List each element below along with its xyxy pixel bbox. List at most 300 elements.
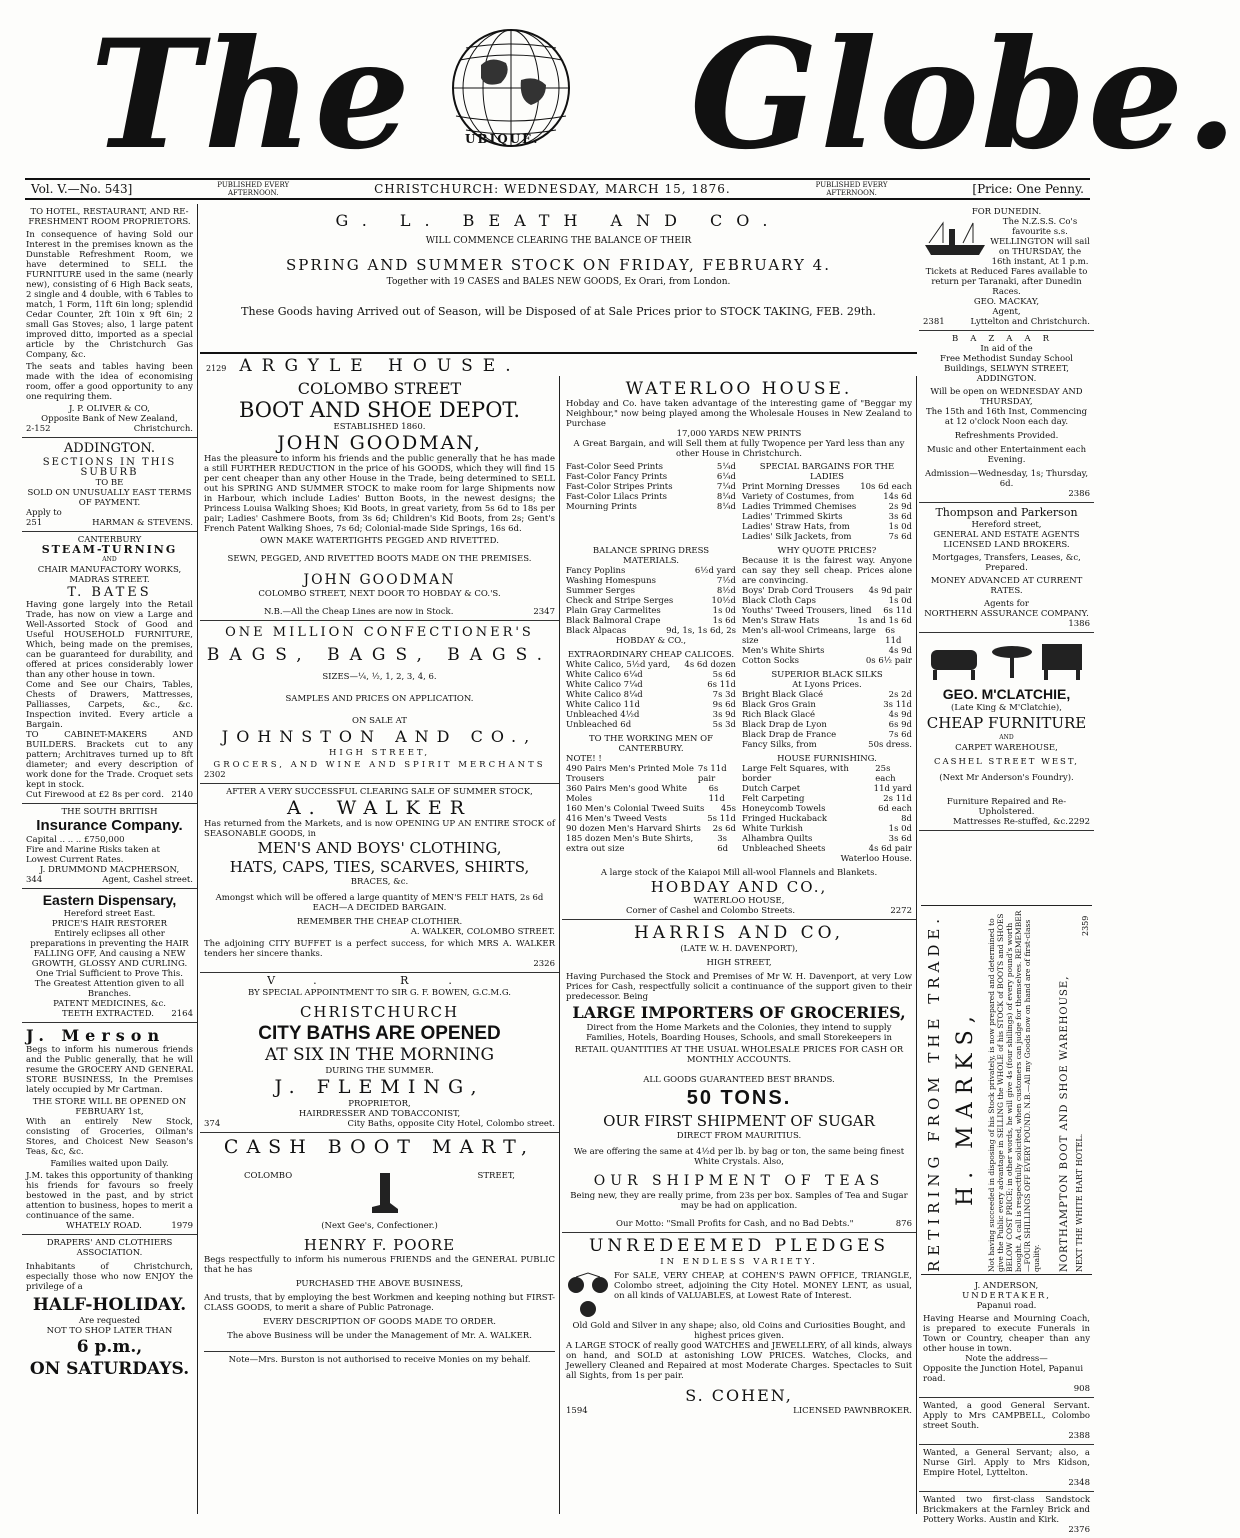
- globe-icon: [436, 20, 586, 170]
- item-name: Variety of Costumes, from: [742, 492, 855, 502]
- dunedin-body: The N.Z.S.S. Co's favourite s.s. WELLINGTON will sail on THURSDAY, the 16th instant, At 1 p.m.: [990, 217, 1090, 267]
- bazaar-open: Will be open on WEDNESDAY AND THURSDAY,: [930, 387, 1083, 407]
- mclatchie-street: CASHEL STREET WEST,: [934, 757, 1079, 767]
- mclatchie-number: 2292: [1068, 817, 1090, 827]
- anderson-number: 908: [1073, 1384, 1090, 1394]
- anderson-note: Note the address—: [965, 1354, 1048, 1364]
- item-price: 6s 11d: [883, 606, 912, 616]
- dunedin-advert: [919, 204, 1094, 331]
- merson-families: Families waited upon Daily.: [50, 1159, 169, 1169]
- bazaar-music: Music and other Entertainment each Evening.: [926, 445, 1087, 465]
- wanted-advert-3: [919, 1492, 1094, 1538]
- item-name: Youths' Tweed Trousers, lined: [742, 606, 872, 616]
- insurance-agent: Agent, Cashel street.: [102, 875, 193, 885]
- price-line-item: [566, 804, 736, 814]
- insurance-number: 344: [26, 875, 43, 885]
- hobday-address-2: Corner of Cashel and Colombo Streets.: [626, 906, 796, 916]
- item-price: 7s 6d: [888, 532, 912, 542]
- item-name: Cotton Socks: [742, 656, 799, 666]
- silk-sub: At Lyons Prices.: [792, 680, 862, 690]
- item-price: 1s 0d: [712, 606, 736, 616]
- item-price: 1s 0d: [888, 522, 912, 532]
- item-price: 4s 9d: [888, 710, 912, 720]
- special-heading: SPECIAL BARGAINS FOR THE LADIES: [759, 462, 895, 482]
- bazaar-dates: The 15th and 16th Inst, Commencing at 12 o'clock Noon each day.: [925, 407, 1088, 427]
- price-line-item: [566, 660, 736, 670]
- insurance-body: Fire and Marine Risks taken at Lowest Current Rates.: [26, 845, 160, 865]
- dunedin-agent-2: Agent,: [992, 307, 1021, 317]
- item-price: 2s 11d: [883, 794, 912, 804]
- cash-body: Begs respectfully to inform his numerous FRIENDS and the GENERAL PUBLIC that he has: [204, 1255, 555, 1275]
- item-price: 6s 11d: [708, 784, 725, 804]
- baths-address: City Baths, opposite City Hotel, Colombo street.: [347, 1119, 555, 1129]
- wanted-2-number: 2348: [1068, 1478, 1090, 1488]
- baths-trade: HAIRDRESSER AND TOBACCONIST,: [298, 1109, 461, 1119]
- thompson-line1: GENERAL AND ESTATE AGENTS LICENSED LAND BROKERS.: [933, 530, 1080, 550]
- column-1: [22, 204, 198, 1514]
- johnston-samples: SAMPLES AND PRICES ON APPLICATION.: [285, 694, 474, 704]
- item-name: 185 dozen Men's Bute Shirts, extra out size: [566, 834, 694, 854]
- harris-tea-body: Being new, they are really prime, from 23s per box. Samples of Tea and Sugar may be had on application.: [570, 1191, 908, 1211]
- volume-number: Vol. V.—No. 543]: [31, 182, 133, 196]
- price-line-item: [742, 794, 912, 804]
- item-price: 3s 6d: [888, 834, 912, 844]
- mclatchie-late: (Late King & M'Clatchie),: [951, 703, 1062, 713]
- item-price: 6½d yard: [694, 566, 736, 576]
- item-name: Mourning Prints: [566, 502, 637, 512]
- anderson-body: Having Hearse and Mourning Coach, is prepared to execute Funerals in Town or Country, cheaper than any other house in town.: [923, 1314, 1090, 1354]
- walker-hats: HATS, CAPS, TIES, SCARVES, SHIRTS,: [229, 858, 530, 876]
- anderson-name: J. ANDERSON,: [974, 1281, 1039, 1291]
- marks-number: 2359: [1081, 915, 1090, 936]
- publication-note-right: PUBLISHED EVERY AFTERNOON.: [815, 181, 888, 197]
- harris-sugar: OUR FIRST SHIPMENT OF SUGAR: [603, 1112, 875, 1130]
- goodman-line1: OWN MAKE WATERTIGHTS PEGGED AND RIVETTED.: [260, 536, 499, 546]
- marks-northampton: NORTHAMPTON BOOT AND SHOE WAREHOUSE,: [1059, 975, 1070, 1272]
- dispensary-attention: The Greatest Attention given to all Branches.: [34, 979, 185, 999]
- item-name: 490 Pairs Men's Printed Mole Trousers: [566, 764, 694, 784]
- mclatchie-mattress: Mattresses Re-stuffed, &c.: [953, 817, 1069, 827]
- item-name: Alhambra Quilts: [742, 834, 813, 844]
- baths-head-4: DURING THE SUMMER.: [325, 1066, 434, 1076]
- turning-body: Having gone largely into the Retail Trade, has now on view a Large and Well-Assorted Stock of Good and Useful HOUSEHOLD FURNITURE, Which, being made on the premises, can be guaranteed for durability, and offered at prices considerably lower than any other house in town.: [26, 600, 193, 680]
- price-line-item: [742, 656, 912, 666]
- price-line-item: [566, 576, 736, 586]
- dispensary-teeth: TEETH EXTRACTED.: [62, 1009, 154, 1019]
- waterloo-house-advert: [562, 376, 916, 920]
- drapers-time: 6 p.m.,: [76, 1337, 143, 1357]
- goodman-address: COLOMBO STREET, NEXT DOOR TO HOBDAY & CO.'S.: [258, 589, 501, 599]
- waterloo-bargain: A Great Bargain, and will Sell them at fully Twopence per Yard less than any other House in Christchurch.: [573, 439, 905, 459]
- johnston-advert: [200, 621, 559, 784]
- thompson-line3: MONEY ADVANCED AT CURRENT RATES.: [930, 576, 1083, 596]
- dispensary-trial: One Trial Sufficient to Prove This.: [36, 969, 183, 979]
- waterloo-body: Hobday and Co. have taken advantage of the interesting game of "Beggar my Neighbour," now being played among the Wholesale Houses in New Zealand to Purchase: [566, 399, 912, 429]
- item-name: Ladies Trimmed Chemises: [742, 502, 857, 512]
- price-line-item: [742, 626, 912, 646]
- harris-street: HIGH STREET,: [706, 958, 772, 968]
- cash-body-2: And trusts, that by employing the best Workmen and keeping nothing but FIRST-CLASS GOODS, to merit a share of Public Patronage.: [204, 1293, 555, 1313]
- cohen-licensed: LICENSED PAWNBROKER.: [793, 1406, 912, 1416]
- column-2: [200, 376, 560, 1514]
- pledges-body: For SALE, VERY CHEAP, at COHEN'S PAWN OFFICE, TRIANGLE, Colombo street, adjoining the City Hotel. MONEY LENT, as usual, on all kinds of VALUABLES, at Lowest Rate of Interest.: [614, 1271, 912, 1301]
- anderson-road: Papanui road.: [976, 1301, 1037, 1311]
- item-name: Washing Homespuns: [566, 576, 656, 586]
- price-line-item: [742, 502, 912, 512]
- item-name: 360 Pairs Men's good White Moles: [566, 784, 687, 804]
- item-price: 5s 6d: [712, 670, 736, 680]
- cash-street: STREET,: [477, 1171, 515, 1181]
- work-heading: TO THE WORKING MEN OF CANTERBURY.: [589, 734, 713, 754]
- harris-teas: OUR SHIPMENT OF TEAS: [593, 1173, 885, 1189]
- anderson-trade: UNDERTAKER,: [962, 1291, 1051, 1301]
- item-name: White Calico 7¼d: [566, 680, 643, 690]
- price-line-item: [742, 586, 912, 596]
- goodman-advert: [200, 376, 559, 621]
- item-price: 4s 9d: [888, 646, 912, 656]
- item-price: 1s 0d: [888, 824, 912, 834]
- drapers-shop: NOT TO SHOP LATER THAN: [46, 1326, 173, 1336]
- cohen-advert: [562, 1233, 916, 1419]
- dispensary-head-2: Hereford street East.: [63, 909, 156, 919]
- anderson-advert: [919, 1278, 1094, 1398]
- baths-name: J. FLEMING,: [274, 1076, 485, 1098]
- item-price: 6¼d: [716, 472, 736, 482]
- addington-line1: SECTIONS IN THIS SUBURB: [42, 457, 177, 478]
- marks-next-white-hart: NEXT THE WHITE HART HOTEL.: [1075, 1133, 1084, 1272]
- mclatchie-next: (Next Mr Anderson's Foundry).: [939, 773, 1074, 783]
- walker-heading: AFTER A VERY SUCCESSFUL CLEARING SALE OF SUMMER STOCK,: [226, 787, 533, 797]
- insurance-head-1: THE SOUTH BRITISH: [61, 807, 158, 817]
- item-price: 7s 3d: [712, 690, 736, 700]
- item-price: 9s 6d: [712, 700, 736, 710]
- item-price: 10s 6d each: [860, 482, 912, 492]
- item-name: Black Alpacas: [566, 626, 627, 636]
- item-name: Black Drap de France: [742, 730, 837, 740]
- item-price: 7¼d: [716, 482, 736, 492]
- price-line-item: [566, 680, 736, 690]
- baths-head-2: CITY BATHS ARE OPENED: [258, 1023, 501, 1044]
- harris-late: (LATE W. H. DAVENPORT),: [680, 944, 798, 954]
- johnston-trade: GROCERS, AND WINE AND SPIRIT MERCHANTS: [213, 760, 546, 770]
- johnston-number: 2302: [204, 770, 226, 780]
- wanted-1-body: Wanted, a good General Servant. Apply to Mrs CAMPBELL, Colombo street South.: [923, 1401, 1090, 1431]
- walker-buffet: The adjoining CITY BUFFET is a perfect success, for which MRS A. WALKER tenders her sincere thanks.: [204, 939, 555, 959]
- price-line-item: [566, 784, 736, 804]
- price-line-item: [566, 482, 736, 492]
- price-line-item: [566, 462, 736, 472]
- cohen-name: S. COHEN,: [685, 1386, 793, 1405]
- marks-body: Not having succeeded in disposing of his Stock privately, is now prepared and determined to give the Public every advantage in SELLING the WHOLE of his STOCK of BOOTS and SHOES BELOW COST PRICE; in other words, he will give 4s (four shillings) of every pound's worth bought. A call is respectfully solicited, when customers can judge for themselves. REMEMBER—FOUR SHILLINGS OFF EVERY POUND. N.B.—All my Goods now on hand are of first-class quality.: [987, 910, 1041, 1272]
- goodman-note: N.B.—All the Cheap Lines are now in Stock.: [264, 607, 454, 617]
- dunedin-body-2: Tickets at Reduced Fares available to return per Taranaki, after Dunedin Races.: [925, 267, 1088, 297]
- harris-direct: Direct from the Home Markets and the Colonies, they intend to supply Families, Hotels, Boarding Houses, Schools, and small Storekeepers in: [586, 1023, 892, 1043]
- steam-turning-advert: [22, 532, 197, 804]
- price-line-item: [566, 764, 736, 784]
- item-price: 1s and 1s 6d: [857, 616, 912, 626]
- item-price: 3s 6d: [888, 512, 912, 522]
- beath-line2: SPRING AND SUMMER STOCK ON FRIDAY, FEBRUARY 4.: [286, 256, 831, 274]
- item-name: Boys' Drab Cord Trousers: [742, 586, 854, 596]
- price-line-item: [742, 784, 912, 794]
- item-name: Fast-Color Seed Prints: [566, 462, 664, 472]
- price-line-item: [566, 814, 736, 824]
- turning-body-2: Come and See our Chairs, Tables, Chests of Drawers, Mattresses, Palliasses, Carpets, &c., &c. Inspection invited. Every article a Bargain.: [26, 680, 193, 730]
- beath-number: 2129: [206, 364, 227, 373]
- price-line-item: [742, 616, 912, 626]
- item-price: 5¼d: [716, 462, 736, 472]
- column-3: [562, 376, 917, 1514]
- item-name: Check and Stripe Serges: [566, 596, 674, 606]
- price-line-item: [566, 502, 736, 512]
- beath-line3: Together with 19 CASES and BALES NEW GOODS, Ex Orari, from London.: [386, 277, 731, 287]
- item-name: Summer Serges: [566, 586, 635, 596]
- price-line-item: [566, 566, 736, 576]
- dunedin-number: 2381: [923, 317, 945, 327]
- johnston-on-sale: ON SALE AT: [352, 716, 407, 726]
- dispensary-body: Entirely eclipses all other preparations in preventing the HAIR FALLING OFF, And causing a NEW GROWTH, GLOSSY AND CURLING.: [30, 929, 189, 969]
- hobday-address-1: WATERLOO HOUSE,: [693, 896, 785, 906]
- goodman-name: JOHN GOODMAN,: [277, 432, 482, 454]
- item-name: Black Gros Grain: [742, 700, 816, 710]
- item-name: Fast-Color Fancy Prints: [566, 472, 668, 482]
- turning-name: T. BATES: [67, 585, 152, 600]
- item-name: Unbleached 6d: [566, 720, 632, 730]
- merson-number: 1979: [171, 1221, 193, 1231]
- item-name: Ladies' Silk Jackets, from: [742, 532, 852, 542]
- waterloo-heading: WATERLOO HOUSE.: [625, 379, 853, 399]
- harris-body: Having Purchased the Stock and Premises of Mr W. H. Davenport, at very Low Prices for Cash, respectfully solicit a continuance of the support given to their predecessor. Being: [566, 972, 912, 1002]
- item-name: White Calico 11d: [566, 700, 640, 710]
- item-price: 9d, 1s, 1s 6d, 2s: [666, 626, 736, 636]
- insurance-head-2: Insurance Company.: [36, 817, 183, 834]
- goodman-body: Has the pleasure to inform his friends and the public generally that he has made a still FURTHER REDUCTION in the price of his GOODS, which they will find 15 per cent cheaper than any other House in the Trade, being determined to SELL out his SPRING AND SUMMER STOCK to make room for large Shipments now in Harbour, which include Ladies' Button Boots, in the newest designs; the Princess Louisa Walking Shoes; Kid Boots, in great variety, from 5s 6d to 18s per pair; Ladies' Cashmere Boots, from 3s 6d; Children's Kid Boots, from 2s; Gent's French Patent Walking Shoes, 7s 6d; Colonial-made Side Springs, 16s 6d.: [204, 454, 555, 534]
- why-body: Because it is the fairest way. Anyone can say they sell cheap. Prices alone are convincing.: [742, 556, 912, 586]
- item-name: White Calico 8¼d: [566, 690, 643, 700]
- marks-name: H. MARKS,: [953, 1008, 978, 1206]
- walker-remember: REMEMBER THE CHEAP CLOTHIER.: [296, 917, 463, 927]
- turning-head-1: CANTERBURY: [77, 535, 142, 545]
- johnston-street: HIGH STREET,: [328, 748, 431, 758]
- turning-head-4: CHAIR MANUFACTORY WORKS, MADRAS STREET.: [37, 565, 182, 585]
- hobday-number: 2272: [890, 906, 912, 916]
- cash-next: (Next Gee's, Confectioner.): [321, 1221, 438, 1231]
- walker-clothing: MEN'S AND BOYS' CLOTHING,: [257, 839, 502, 857]
- item-price: 8d: [901, 814, 912, 824]
- wanted-2-body: Wanted, a General Servant; also, a Nurse Girl. Apply to Mrs Kidson, Empire Hotel, Lyttelton.: [923, 1448, 1090, 1478]
- goodman-line2: SEWN, PEGGED, AND RIVETTED BOOTS MADE ON THE PREMISES.: [227, 554, 532, 564]
- price-line-item: [742, 740, 912, 750]
- cash-heading: CASH BOOT MART,: [223, 1136, 536, 1158]
- item-price: 4s 9d pair: [868, 586, 912, 596]
- bazaar-aid: In aid of the: [980, 344, 1033, 354]
- item-name: Ladies' Trimmed Skirts: [742, 512, 843, 522]
- item-name: Large Felt Squares, with border: [742, 764, 849, 784]
- merson-heading: J. Merson: [26, 1026, 166, 1045]
- why-heading: WHY QUOTE PRICES?: [777, 546, 877, 556]
- column-4-bottom: [919, 1278, 1094, 1535]
- harris-offer: We are offering the same at 4½d per lb. by bag or ton, the same being finest White Crystals. Also,: [573, 1147, 905, 1167]
- mclatchie-carpet: CARPET WAREHOUSE,: [955, 743, 1058, 753]
- item-name: Unbleached 4½d: [566, 710, 640, 720]
- item-name: Fancy Silks, from: [742, 740, 817, 750]
- walker-amongst: Amongst which will be offered a large quantity of MEN'S FELT HATS, 2s 6d EACH—A DECIDED BARGAIN.: [215, 893, 544, 913]
- dispensary-advert: [22, 889, 197, 1023]
- addington-line3: SOLD ON UNUSUALLY EAST TERMS OF PAYMENT.: [27, 488, 192, 508]
- beath-line1: WILL COMMENCE CLEARING THE BALANCE OF THEIR: [425, 236, 692, 246]
- argyle-house-heading: ARGYLE HOUSE.: [239, 356, 521, 376]
- price-line-item: [566, 596, 736, 606]
- item-price: 10½d: [711, 596, 736, 606]
- hotel-signatory: J. P. OLIVER & CO,: [69, 404, 150, 414]
- item-name: Plain Gray Carmelites: [566, 606, 661, 616]
- goodman-name-2: JOHN GOODMAN: [303, 572, 456, 588]
- pledges-gold: Old Gold and Silver in any shape; also, old Coins and Curiosities Bought, and highest prices given.: [572, 1321, 906, 1341]
- mclatchie-repair: Furniture Repaired and Re-Upholstered.: [946, 797, 1067, 817]
- hotel-body-2: The seats and tables having been made with the idea of economising room, offer a good opportunity to any one requiring them.: [26, 362, 193, 402]
- item-price: 5s 3d: [712, 720, 736, 730]
- price-line-item: [566, 670, 736, 680]
- mclatchie-and: AND: [999, 734, 1014, 741]
- item-name: Bright Black Glacé: [742, 690, 824, 700]
- item-name: Dutch Carpet: [742, 784, 801, 794]
- wanted-1-number: 2388: [1068, 1431, 1090, 1441]
- johnston-heading: ONE MILLION CONFECTIONER'S: [225, 625, 534, 640]
- item-price: 0s 6½ pair: [865, 656, 912, 666]
- price-line-item: [742, 512, 912, 522]
- johnston-sizes: SIZES—¼, ½, 1, 2, 3, 4, 6.: [322, 672, 437, 682]
- goodman-head-1: COLOMBO STREET: [297, 379, 462, 398]
- item-name: 416 Men's Tweed Vests: [566, 814, 667, 824]
- cash-note: Note—Mrs. Burston is not authorised to receive Monies on my behalf.: [204, 1351, 555, 1365]
- item-price: 7s 6d: [888, 730, 912, 740]
- item-price: 2s 2d: [888, 690, 912, 700]
- harris-guaranteed: ALL GOODS GUARANTEED BEST BRANDS.: [643, 1075, 835, 1085]
- item-price: 4s 6d dozen: [684, 660, 736, 670]
- turning-number: 2140: [171, 790, 193, 800]
- item-price: 1s 0d: [888, 596, 912, 606]
- hotel-furniture-advert: [22, 204, 197, 438]
- harris-motto: Our Motto: "Small Profits for Cash, and no Bad Debts.": [616, 1219, 854, 1229]
- cash-every: EVERY DESCRIPTION OF GOODS MADE TO ORDER.: [263, 1317, 496, 1327]
- marks-advert: [921, 905, 1092, 1275]
- turning-firewood: Cut Firewood at £2 8s per cord.: [26, 790, 164, 800]
- walker-number: 2326: [533, 959, 555, 969]
- price-line-item: [566, 606, 736, 616]
- item-price: 25s each: [875, 764, 896, 784]
- mclatchie-heading: GEO. M'CLATCHIE,: [942, 686, 1071, 702]
- addington-advert: [22, 438, 197, 532]
- insurance-capital: Capital .. .. .. £750,000: [26, 835, 125, 845]
- item-name: White Turkish: [742, 824, 803, 834]
- silk-heading: SUPERIOR BLACK SILKS: [771, 670, 883, 680]
- price-line-item: [742, 532, 912, 542]
- royal-arms-icon: [204, 976, 555, 986]
- price-line-item: [566, 472, 736, 482]
- price-line-item: [742, 482, 912, 492]
- special-list: [742, 462, 912, 542]
- bazaar-number: 2386: [1068, 489, 1090, 499]
- item-price: 45s: [720, 804, 736, 814]
- thompson-street: Hereford street,: [971, 520, 1042, 530]
- balance-heading: BALANCE SPRING DRESS MATERIALS.: [592, 546, 710, 566]
- bazaar-body: Free Methodist Sunday School Buildings, SELWYN STREET, ADDINGTON.: [940, 354, 1073, 384]
- item-price: 6s 11d: [707, 680, 736, 690]
- issue-date: CHRISTCHURCH: WEDNESDAY, MARCH 15, 1876.: [374, 182, 731, 196]
- city-baths-advert: [200, 973, 559, 1133]
- baths-proprietor: PROPRIETOR,: [348, 1099, 411, 1109]
- item-name: Men's White Shirts: [742, 646, 825, 656]
- goodman-established: ESTABLISHED 1860.: [333, 422, 426, 432]
- item-price: 6s 9d: [888, 720, 912, 730]
- hotel-body: In consequence of having Sold our Interest in the premises known as the Dunstable Refreshment Room, we have determined to SELL the FURNITURE used in the same (nearly new), consisting of 6 High Back seats, 2 single and 4 double, with 6 Tables to match, 1 Form, 11ft 6in long; splendid Cedar Counter, 2ft 10in x 9ft 6in; 2 small Gas Stoves; also, 1 large patent improved ditto, imported as a special article by the Christchurch Gas Company, &c.: [26, 230, 193, 360]
- harris-heading: HARRIS AND CO,: [633, 923, 844, 943]
- price-line-item: [566, 834, 736, 854]
- mclatchie-advert: [919, 633, 1094, 831]
- publication-note-left: PUBLISHED EVERY AFTERNOON.: [217, 181, 290, 197]
- masthead-title-left: The: [90, 7, 413, 183]
- price-line-item: [566, 616, 736, 626]
- dispensary-head-3: PRICE'S HAIR RESTORER: [51, 919, 168, 929]
- price-line-item: [742, 834, 912, 844]
- price-line-item: [742, 844, 912, 854]
- price-line-item: [742, 814, 912, 824]
- item-name: Black Cloth Caps: [742, 596, 816, 606]
- dispensary-head-1: Eastern Dispensary,: [42, 892, 177, 908]
- bazaar-advert: [919, 331, 1094, 503]
- wanted-3-number: 2376: [1068, 1525, 1090, 1535]
- balance-sign: HOBDAY & CO.,: [615, 636, 687, 646]
- merson-open: THE STORE WILL BE OPENED ON FEBRUARY 1st,: [32, 1097, 187, 1117]
- merson-body-3: J.M. takes this opportunity of thanking his friends for favours so freely bestowed in the past, and by strict attention to business, hopes to merit a continuance of the same.: [26, 1171, 193, 1221]
- price-line-item: [566, 586, 736, 596]
- item-name: Black Balmoral Crape: [566, 616, 661, 626]
- turning-head-2: STEAM-TURNING: [41, 543, 178, 556]
- dispensary-number: 2164: [171, 1009, 193, 1019]
- cash-boot-advert: [200, 1133, 559, 1368]
- waterloo-yards: 17,000 YARDS NEW PRINTS: [676, 429, 802, 439]
- dunedin-agent: GEO. MACKAY,: [973, 297, 1040, 307]
- price-line-item: [742, 730, 912, 740]
- drapers-body: Inhabitants of Christchurch, especially those who now ENJOY the privilege of a: [26, 1262, 193, 1292]
- bazaar-refreshments: Refreshments Provided.: [954, 431, 1059, 441]
- johnston-bags: BAGS, BAGS, BAGS.: [206, 645, 553, 665]
- item-name: Fancy Poplins: [566, 566, 626, 576]
- masthead: [0, 0, 1240, 183]
- johnston-firm: JOHNSTON AND CO.,: [221, 727, 538, 746]
- insurance-signatory: J. DRUMMOND MACPHERSON,: [39, 865, 180, 875]
- beath-advert: [200, 204, 917, 354]
- anderson-address: Opposite the Junction Hotel, Papanui road.: [923, 1364, 1084, 1384]
- cash-purchased: PURCHASED THE ABOVE BUSINESS,: [295, 1279, 464, 1289]
- hobday-name: HOBDAY AND CO.,: [650, 878, 828, 896]
- drapers-advert: [22, 1235, 197, 1383]
- walker-body: Has returned from the Markets, and is now OPENING UP AN ENTIRE STOCK of SEASONABLE GOODS, in: [204, 819, 555, 839]
- hotel-number: 2-152: [26, 424, 51, 434]
- item-name: Honeycomb Towels: [742, 804, 826, 814]
- price-line-item: [742, 720, 912, 730]
- item-name: Men's all-wool Crimeans, large size: [742, 626, 876, 646]
- item-name: Fringed Huckaback: [742, 814, 828, 824]
- pledges-stock: A LARGE STOCK of really good WATCHES and JEWELLERY, of all kinds, always on hand, and SOLD at astonishing LOW PRICES. Watches, Clocks, and Jewellery Cleaned and Repaired at most Moderate Charges. Spectacles to Suit all Sights, from 1s per pair.: [566, 1341, 912, 1381]
- baths-head-3: AT SIX IN THE MORNING: [264, 1045, 495, 1065]
- hotel-address: Opposite Bank of New Zealand,: [41, 414, 178, 424]
- steamship-icon: [923, 217, 987, 257]
- item-name: Ladies' Straw Hats, from: [742, 522, 850, 532]
- item-name: Men's Straw Hats: [742, 616, 820, 626]
- insurance-advert: [22, 804, 197, 889]
- work-note: NOTE! !: [566, 754, 602, 764]
